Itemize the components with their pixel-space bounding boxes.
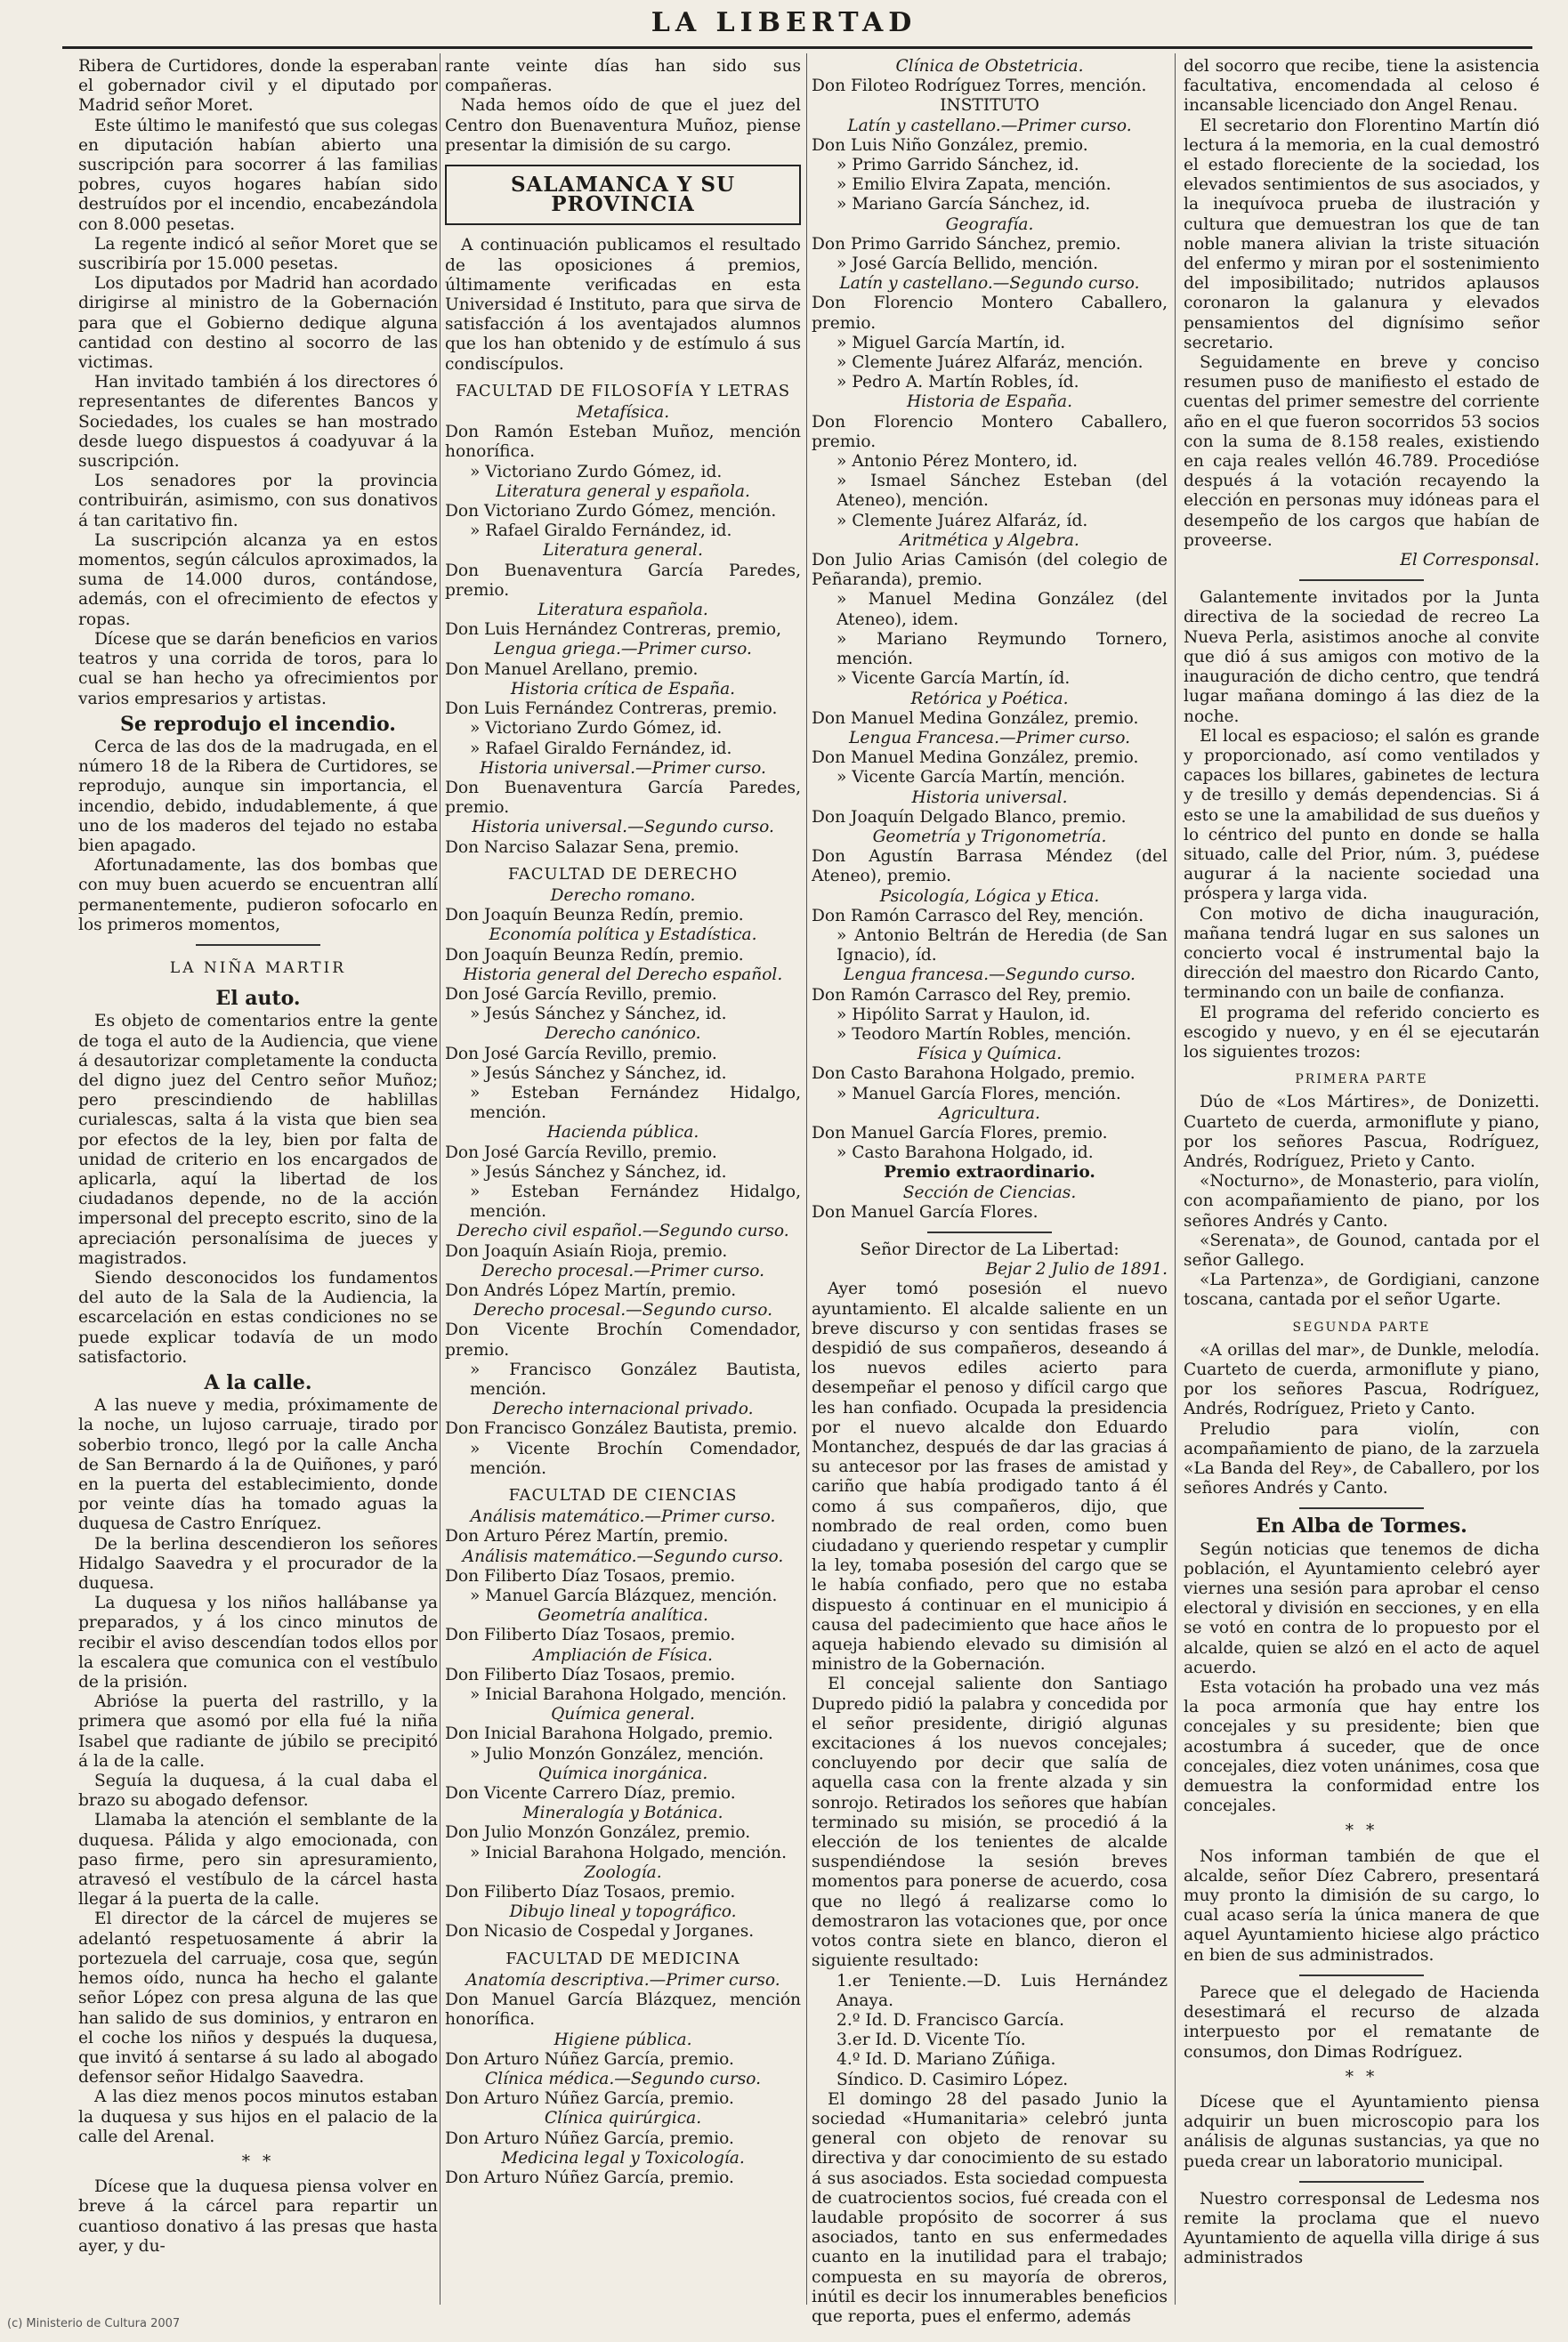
paragraph: Los diputados por Madrid han acordado dirigirse al ministro de la Gobernación para que el Gobierno dedique alguna cantidad con destino al socorro de las victimas. (78, 274, 438, 373)
paragraph: Dícese que la duquesa piensa volver en breve á la cárcel para repartir un cuantioso donativo á las presas que hasta ayer, y du- (78, 2177, 438, 2256)
award-line: Don Florencio Montero Caballero, premio. (812, 412, 1168, 451)
paragraph: del socorro que recibe, tiene la asistencia facultativa, encomendada al celoso é incansable licenciado don Angel Renau. (1184, 57, 1540, 116)
subheading-alba: En Alba de Tormes. (1256, 1514, 1467, 1538)
award-line: Don Victoriano Zurdo Gómez, mención. (445, 502, 777, 521)
paragraph: Seguidamente en breve y conciso resumen puso de manifiesto el estado de cuentas del primer semestre del corriente año en el que fueron socorridos 53 socios con la suma de 8.158 reales, existiendo en caja reales vellón 46.789. Procedióse después á la votación recayendo la elección en personas muy idóneas para el desempeño de los cargos que habían de proveerse. (1184, 353, 1540, 550)
award-line: Don Buenaventura García Paredes, premio. (445, 778, 801, 818)
separator (1184, 1507, 1540, 1509)
award-line: » Clemente Juárez Alfaráz, íd. (837, 511, 1088, 530)
award-line: » Inicial Barahona Holgado, mención. (470, 1843, 788, 1862)
paragraph: A las diez menos pocos minutos estaban la duquesa y sus hijos en el palacio de la calle del Arenal. (78, 2088, 438, 2146)
subject: Análisis matemático.—Segundo curso. (462, 1547, 784, 1566)
election-line: 2.º Id. D. Francisco García. (837, 2010, 1064, 2030)
award-line: » Manuel Medina González (del Ateneo), idem. (837, 590, 1168, 629)
award-line: » Emilio Elvira Zapata, mención. (837, 175, 1111, 195)
award-line: Don Manuel García Blázquez, mención honorífica. (445, 1991, 801, 2030)
award-line: » Rafael Giraldo Fernández, id. (470, 739, 732, 758)
award-line: Don José García Revillo, premio. (445, 984, 717, 1004)
subheading-incendio: Se reprodujo el incendio. (120, 712, 396, 736)
award-line: » Vicente García Martín, íd. (837, 669, 1071, 689)
faculty-heading: FACULTAD DE CIENCIAS (508, 1486, 738, 1506)
award-line: » Manuel García Flores, mención. (837, 1084, 1121, 1103)
award-line: Don Manuel García Flores. (812, 1202, 1039, 1222)
award-line: Don Arturo Núñez García, premio. (445, 2049, 734, 2069)
award-line: Don Manuel Medina González, premio. (812, 748, 1139, 768)
subject: Anatomía descriptiva.—Primer curso. (465, 1970, 780, 1990)
award-line: Don Luis Niño González, premio. (812, 135, 1088, 155)
asterism: * * (241, 2152, 275, 2171)
subject: Clínica de Obstetricia. (895, 57, 1084, 76)
award-line: Don Arturo Núñez García, premio. (445, 2089, 734, 2109)
award-line: Don Inicial Barahona Holgado, premio. (445, 1724, 773, 1744)
paragraph: Dícese que se darán beneficios en varios teatros y una corrida de toros, para lo cual se han hecho ya ofrecimientos por varios empresarios y artistas. (78, 629, 438, 708)
subject: Economía política y Estadística. (489, 925, 757, 945)
subject: Historia universal.—Primer curso. (480, 758, 766, 778)
award-line: » Primo Garrido Sánchez, id. (837, 156, 1079, 175)
paragraph: Siendo desconocidos los fundamentos del auto de la Sala de la Audiencia, la escarcelación en estas condiciones no se puede explicar todavía de un modo satisfactorio. (78, 1268, 438, 1367)
subject: Sección de Ciencias. (902, 1183, 1077, 1202)
asterism: * * (1345, 2067, 1378, 2087)
paragraph: Abrióse la puerta del rastrillo, y la primera que asomó por ella fué la niña Isabel que radiante de júbilo se precipitó á la de la calle. (78, 1692, 438, 1771)
subject: Mineralogía y Botánica. (522, 1804, 723, 1823)
separator (1184, 579, 1540, 581)
paragraph: Ayer tomó posesión el nuevo ayuntamiento. El alcalde saliente en un breve discurso y con sentidas frases se despidió de sus compañeros, deseando á los nuevos ediles acierto para desempeñar el penoso y difícil cargo que les han confiado. Ocupada la presidencia por el nuevo alcalde don Eduardo Montanchez, después de dar las gracias á su antecesor por las frases de amistad y cariño que había prodigado tanto á él como á sus compañeros, dijo, que nombrado de real orden, como buen ciudadano y queriendo respetar y cumplir la ley, tomaba posesión del cargo que se le había confiado, pero que no estaba dispuesto á continuar en el municipio á causa del padecimiento que hace años le aqueja habiendo elevado su dimisión al ministro de la Gobernación. (812, 1280, 1168, 1675)
subject: Geometría analítica. (537, 1606, 708, 1626)
paragraph: La suscripción alcanza ya en estos momentos, según cálculos aproximados, la suma de 14.000 duros, contándose, además, con el ofrecimiento de efectos y ropas. (78, 530, 438, 629)
award-line: » Inicial Barahona Holgado, mención. (470, 1685, 788, 1705)
headline-nina-martir: LA NIÑA MARTIR (169, 958, 347, 977)
award-line: Don Buenaventura García Paredes, premio. (445, 561, 801, 600)
award-line: » Manuel García Blázquez, mención. (470, 1587, 778, 1606)
award-line: Don Ramón Esteban Muñoz, mención honorífica. (445, 423, 801, 462)
award-line: Don Francisco González Bautista, premio. (445, 1419, 798, 1439)
paragraph: La regente indicó al señor Moret que se suscribiría por 15.000 pesetas. (78, 234, 438, 274)
award-line: Don Joaquín Beunza Redín, premio. (445, 906, 744, 925)
award-line: Don Luis Hernández Contreras, premio, (445, 620, 782, 640)
award-line: Don Florencio Montero Caballero, premio. (812, 294, 1168, 333)
subject: Dibujo lineal y topográfico. (509, 1902, 737, 1922)
award-line: Don José García Revillo, premio. (445, 1143, 717, 1162)
paragraph: Este último le manifestó que sus colegas en diputación habían abierto una suscripción para socorrer á las familias pobres, cuyos hogares habían sido destruídos por el incendio, encabezándola con 8.000 pesetas. (78, 116, 438, 234)
paragraph: Esta votación ha probado una vez más la poca armonía que hay entre los concejales y su presidente; bien que acostumbra á suceder, que de once concejales, diez voten unánimes, cosa que demuestra la conformidad entre los concejales. (1184, 1678, 1540, 1816)
award-line: Don Nicasio de Cospedal y Jorganes. (445, 1922, 755, 1942)
subject: Literatura española. (537, 601, 708, 620)
subject: Aritmética y Algebra. (900, 530, 1079, 550)
award-line: Don Filiberto Díaz Tosaos, premio. (445, 1883, 736, 1902)
paragraph: Seguía la duquesa, á la cual daba el brazo su abogado defensor. (78, 1772, 438, 1811)
column-4 (1184, 57, 1540, 2308)
award-line: » Francisco González Bautista, mención. (470, 1360, 801, 1399)
paragraph: Según noticias que tenemos de dicha población, el Ayuntamiento celebró ayer viernes una sesión para aprobar el censo electoral y división en secciones, y en ella se votó en contra de lo propuesto por el alcalde, quien se alzó en el acto de aquel acuerdo. (1184, 1539, 1540, 1677)
paragraph: Los senadores por la provincia contribuirán, asimismo, con sus donativos á tan caritativo fin. (78, 472, 438, 530)
subject: Zoología. (584, 1862, 662, 1882)
subject: Literatura general y española. (496, 481, 750, 501)
subject: Psicología, Lógica y Etica. (879, 886, 1100, 906)
subject: Historia crítica de España. (510, 679, 736, 699)
subject: Derecho civil español.—Segundo curso. (457, 1222, 789, 1241)
subject: Literatura general. (543, 541, 703, 561)
award-line: » Esteban Fernández Hidalgo, mención. (470, 1182, 801, 1222)
award-line: » José García Bellido, mención. (837, 254, 1099, 274)
subject: Ampliación de Física. (533, 1645, 713, 1665)
award-line: » Antonio Beltrán de Heredia (de San Ignacio), íd. (837, 925, 1168, 965)
program-part-heading: PRIMERA PARTE (1295, 1072, 1428, 1087)
subject: Metafísica. (576, 403, 670, 423)
subject: Historia universal.—Segundo curso. (472, 818, 774, 837)
election-line: 1.er Teniente.—D. Luis Hernández Anaya. (837, 1971, 1168, 2010)
subject: Retórica y Poética. (910, 689, 1069, 708)
award-line: Don Andrés López Martín, premio. (445, 1280, 737, 1300)
award-line: Don Vicente Carrero Díaz, premio. (445, 1784, 736, 1804)
paragraph: El secretario don Florentino Martín dió lectura á la memoria, en la cual demostró el estado floreciente de la sociedad, los elevados sentimientos de sus asociados, y la inequívoca prueba de ilustración y cultura que demuestran los que de tan noble manera alivian la triste situación del enfermo y miran por el sostenimiento del imposibilitado; nutridos aplausos coronaron la galanura y elevados pensamientos del dignísimo señor secretario. (1184, 116, 1540, 352)
subject: Derecho canónico. (545, 1024, 701, 1044)
separator (812, 1232, 1168, 1233)
subject: Química general. (551, 1705, 695, 1724)
subject: Clínica quirúrgica. (544, 2109, 702, 2128)
award-line: Don Arturo Núñez García, premio. (445, 2128, 734, 2148)
program-item: Preludio para violín, con acompañamiento de piano, de la zarzuela «La Banda del Rey», de Caballero, por los señores Andrés y Canto. (1184, 1419, 1540, 1498)
subject: Química inorgánica. (537, 1764, 708, 1783)
award-line: Don Primo Garrido Sánchez, premio. (812, 234, 1121, 254)
election-line: 3.er Id. D. Vicente Tío. (837, 2031, 1026, 2050)
subject: Análisis matemático.—Primer curso. (470, 1507, 776, 1527)
subject: Geografía. (945, 214, 1034, 234)
paragraph: La duquesa y los niños hallábanse ya preparados, y á los cinco minutos de recibir el aviso descendían todos ellos por la escalera que comunica con el vestíbulo de la prisión. (78, 1594, 438, 1692)
subject: Derecho internacional privado. (492, 1400, 754, 1419)
paragraph: A las nueve y media, próximamente de la noche, un lujoso carruaje, tirado por soberbio tronco, llegó por la calle Ancha de San Bernardo á la de Quiñones, y paró en la puerta del establecimiento, donde por veinte días ha tomado aguas la duquesa de Castro Enríquez. (78, 1396, 438, 1534)
award-line: Don Manuel Arellano, premio. (445, 659, 699, 679)
separator (1184, 2181, 1540, 2183)
paragraph: Parece que el delegado de Hacienda desestimará el recurso de alzada interpuesto por el rematante de consumos, don Dimas Rodríguez. (1184, 1983, 1540, 2062)
subject: Física y Química. (917, 1045, 1063, 1064)
subject: Lengua Francesa.—Primer curso. (849, 728, 1130, 747)
paragraph: De la berlina descendieron los señores Hidalgo Saavedra y el procurador de la duquesa. (78, 1534, 438, 1594)
column-rule (1175, 53, 1176, 2305)
paragraph: Llamaba la atención el semblante de la duquesa. Pálida y algo emocionada, con paso firme, pero sin apresuramiento, atravesó el vestíbulo de la cárcel hasta llegar á la puerta de la calle. (78, 1811, 438, 1910)
election-line: Síndico. D. Casimiro López. (837, 2070, 1069, 2089)
election-line: 4.º Id. D. Mariano Zúñiga. (837, 2050, 1056, 2070)
paragraph: Galantemente invitados por la Junta directiva de la sociedad de recreo La Nueva Perla, asistimos anoche al convite que dió á sus amigos con motivo de la inauguración de dicho centro, que tendrá lugar mañana domingo á las diez de la noche. (1184, 588, 1540, 726)
award-line: » Vicente García Martín, mención. (837, 768, 1126, 787)
award-line: Don Filiberto Díaz Tosaos, premio. (445, 1566, 736, 1586)
paragraph: El director de la cárcel de mujeres se adelantó respetuosamente á abrir la portezuela del carruaje, cosa que, según hemos oído, nunca ha hecho el galante señor López con presa alguna de las que han salido de sus dominios, y entraron en el coche los niños y después la duquesa, que invitó á sentarse á su lado al abogado defensor señor Hidalgo Saavedra. (78, 1910, 438, 2088)
top-rule (62, 46, 1532, 49)
paragraph: Afortunadamente, las dos bombas que con muy buen acuerdo se encuentran allí permanentemente, pudieron sofocarlo en los primeros momentos, (78, 856, 438, 934)
award-line: Don Filoteo Rodríguez Torres, mención. (812, 77, 1147, 96)
award-line: » Victoriano Zurdo Gómez, id. (470, 462, 723, 481)
paragraph: Han invitado también á los directores ó representantes de diferentes Bancos y Sociedades, los cuales se han mostrado desde luego dispuestos á coadyuvar á la suscripción. (78, 373, 438, 472)
paragraph: Nos informan también de que el alcalde, señor Díez Cabrero, presentará muy pronto la dimisión de su cargo, lo cual acaso sería la única manera de que aquel Ayuntamiento hiciese algo práctico en bien de sus administrados. (1184, 1846, 1540, 1965)
masthead: LA LIBERTAD (651, 7, 917, 38)
separator (78, 944, 438, 946)
award-line: Don José García Revillo, premio. (445, 1044, 717, 1063)
paragraph: El local es espacioso; el salón es grande y proporcionado, así como ventilados y capaces los billares, gabinetes de lectura y de tresillo y demás dependencias. Si á esto se une la amabilidad de sus dueños y lo céntrico del punto en donde se halla situado, calle del Prior, núm. 3, puédese augurar á la naciente sociedad una próspera y larga vida. (1184, 726, 1540, 904)
subject: Clínica médica.—Segundo curso. (484, 2069, 762, 2088)
award-line: » Mariano García Sánchez, id. (837, 195, 1091, 214)
paragraph: El concejal saliente don Santiago Dupredo pidió la palabra y concedida por el señor presidente, dirigió algunas excitaciones á los nuevos concejales; concluyendo por decir que salía de aquella casa con la frente alzada y sin sonrojo. Retirados los señores que habían terminado su misión, se procedió á la elección de los tenientes de alcalde suspendiéndose la sesión breves momentos para ponerse de acuerdo, cosa que no llegó á realizarse como lo demostraron las votaciones que, por once votos contra siete en blanco, dieron el siguiente resultado: (812, 1675, 1168, 1971)
award-line: » Pedro A. Martín Robles, íd. (837, 373, 1079, 392)
award-line: » Jesús Sánchez y Sánchez, id. (470, 1005, 727, 1024)
program-item: «La Partenza», de Gordigiani, canzone toscana, cantada por el señor Ugarte. (1184, 1271, 1540, 1310)
award-line: » Hipólito Sarrat y Haulon, id. (837, 1005, 1091, 1024)
paragraph: rante veinte días han sido sus compañeras. (445, 57, 801, 96)
paragraph: Ribera de Curtidores, donde la esperaban el gobernador civil y el diputado por Madrid señor Moret. (78, 57, 438, 116)
program-item: «A orillas del mar», de Dunkle, melodía. Cuarteto de cuerda, armoniflute y piano, por los señores Pascua, Rodríguez, Andrés, Rodríguez, Prieto y Canto. (1184, 1340, 1540, 1419)
award-line: Don Filiberto Díaz Tosaos, premio. (445, 1626, 736, 1645)
award-line: Don Julio Monzón González, premio. (445, 1823, 751, 1843)
award-line: Don Agustín Barrasa Méndez (del Ateneo), premio. (812, 847, 1168, 886)
award-line: » Antonio Pérez Montero, id. (837, 452, 1079, 472)
column-1 (78, 57, 438, 2308)
letter-salutation: Señor Director de La Libertad: (860, 1240, 1119, 1259)
award-line: Don Joaquín Beunza Redín, premio. (445, 945, 744, 965)
award-line: Don Luis Fernández Contreras, premio. (445, 699, 778, 719)
paragraph: El programa del referido concierto es escogido y nuevo, y en él se ejecutarán los siguientes trozos: (1184, 1003, 1540, 1062)
award-line: Don Arturo Núñez García, premio. (445, 2168, 734, 2187)
award-line: Don Casto Barahona Holgado, premio. (812, 1064, 1136, 1084)
subject: Latín y castellano.—Primer curso. (847, 116, 1132, 135)
subject: Lengua francesa.—Segundo curso. (844, 965, 1136, 985)
subject: Lengua griega.—Primer curso. (494, 640, 752, 659)
award-line: Don Manuel García Flores, premio. (812, 1123, 1108, 1143)
award-line: Don Arturo Pérez Martín, premio. (445, 1527, 729, 1547)
award-line: Don Ramón Carrasco del Rey, mención. (812, 906, 1144, 925)
column-3 (812, 57, 1168, 2326)
subject: Premio extraordinario. (884, 1163, 1095, 1183)
award-line: » Esteban Fernández Hidalgo, mención. (470, 1083, 801, 1123)
subject: Agricultura. (939, 1103, 1040, 1123)
award-line: Don Joaquín Asiaín Rioja, premio. (445, 1241, 728, 1261)
faculty-heading: FACULTAD DE MEDICINA (505, 1949, 740, 1968)
subject: Historia de España. (906, 392, 1073, 412)
program-part-heading: SEGUNDA PARTE (1292, 1320, 1431, 1335)
award-line: » Vicente Brochín Comendador, mención. (470, 1439, 801, 1478)
column-2 (445, 57, 801, 2308)
subheading-auto: El auto. (215, 987, 301, 1011)
award-line: Don Ramón Carrasco del Rey, premio. (812, 985, 1132, 1005)
subject: Higiene pública. (554, 2030, 692, 2049)
paragraph: A continuación publicamos el resultado de las oposiciones á premios, últimamente verificadas en esta Universidad é Instituto, para que sirva de satisfacción á los aventajados alumnos que los han obtenido y de estímulo á sus condiscípulos. (445, 236, 801, 374)
award-line: » Jesús Sánchez y Sánchez, id. (470, 1162, 727, 1182)
award-line: Don Julio Arias Camisón (del colegio de Peñaranda), premio. (812, 551, 1168, 590)
subject: Derecho procesal.—Segundo curso. (473, 1301, 772, 1320)
column-rule (806, 53, 807, 2305)
copyright-footer: (c) Ministerio de Cultura 2007 (7, 2317, 181, 2330)
award-line: » Casto Barahona Holgado, id. (837, 1143, 1094, 1163)
subject: Medicina legal y Toxicología. (501, 2148, 745, 2168)
instituto-heading: INSTITUTO (940, 96, 1039, 116)
award-line: » Ismael Sánchez Esteban (del Ateneo), mención. (837, 472, 1168, 511)
subject: Historia universal. (911, 787, 1068, 807)
faculty-heading: FACULTAD DE DERECHO (507, 864, 739, 884)
paragraph: Dícese que el Ayuntamiento piensa adquirir un buen microscopio para los análisis de algunas sustancias, ya que no pueda crear un laboratorio municipal. (1184, 2092, 1540, 2171)
faculty-heading: FACULTAD DE FILOSOFÍA Y LETRAS (455, 381, 791, 400)
award-line: » Victoriano Zurdo Gómez, id. (470, 719, 723, 739)
subject: Derecho romano. (550, 885, 696, 905)
subject: Derecho procesal.—Primer curso. (481, 1261, 765, 1280)
award-line: » Teodoro Martín Robles, mención. (837, 1024, 1132, 1044)
paragraph: El domingo 28 del pasado Junio la sociedad «Humanitaria» celebró junta general con objeto de renovar su directiva y dar conocimiento de su estado á sus asociados. Esta sociedad compuesta de cuatrocientos socios, fué creada con el laudable propósito de socorrer á sus asociados, tanto en sus enfermedades cuanto en la inutilidad para el trabajo; compuesta en su mayoría de obreros, inútil es decir los innumerables beneficios que reporta, pues el enfermo, además (812, 2089, 1168, 2326)
dateline: Bejar 2 Julio de 1891. (985, 1260, 1168, 1280)
separator (1184, 1975, 1540, 1976)
award-line: » Rafael Giraldo Fernández, id. (470, 521, 732, 541)
subject: Latín y castellano.—Segundo curso. (839, 274, 1140, 294)
award-line: Don Manuel Medina González, premio. (812, 708, 1139, 728)
signature: El Corresponsal. (1400, 551, 1540, 570)
subject: Historia general del Derecho español. (463, 965, 783, 984)
asterism: * * (1345, 1821, 1378, 1841)
paragraph: Es objeto de comentarios entre la gente de toga el auto de la Audiencia, que viene á desautorizar completamente la conducta del digno juez del Centro señor Muñoz; pero prescindiendo de hablillas curialescas, salta á la vista que bien sea por efectos de la ley, bien por falta de unidad de criterio en los encargados de aplicarla, aquí la libertad de los ciudadanos depende, no de la acción impersonal del precepto escrito, sino de la apreciación personalísima de jueces y magistrados. (78, 1012, 438, 1268)
award-line: Don Joaquín Delgado Blanco, premio. (812, 807, 1127, 827)
award-line: Don Filiberto Díaz Tosaos, premio. (445, 1665, 736, 1684)
award-line: » Miguel García Martín, id. (837, 333, 1066, 352)
paragraph: Cerca de las dos de la madrugada, en el número 18 de la Ribera de Curtidores, se reprodujo, aunque sin importancia, el incendio, debido, indudablemente, á que uno de los maderos del tejado no estaba bien apagado. (78, 737, 438, 855)
subject: Hacienda pública. (546, 1123, 699, 1143)
award-line: » Mariano Reymundo Tornero, mención. (837, 629, 1168, 669)
award-line: » Clemente Juárez Alfaráz, mención. (837, 353, 1144, 373)
program-item: «Nocturno», de Monasterio, para violín, con acompañamiento de piano, por los señores Andrés y Canto. (1184, 1172, 1540, 1231)
subject: Geometría y Trigonometría. (872, 827, 1107, 846)
subheading-calle: A la calle. (204, 1371, 312, 1394)
paragraph: Con motivo de dicha inauguración, mañana tendrá lugar en sus salones un concierto vocal é instrumental bajo la dirección del maestro don Ricardo Canto, terminando con un baile de confianza. (1184, 904, 1540, 1003)
program-item: «Serenata», de Gounod, cantada por el señor Gallego. (1184, 1231, 1540, 1270)
award-line: » Jesús Sánchez y Sánchez, id. (470, 1063, 727, 1083)
program-item: Dúo de «Los Mártires», de Donizetti. Cuarteto de cuerda, armoniflute y piano, por los señores Pascua, Rodríguez, Andrés, Rodríguez, Prieto y Canto. (1184, 1093, 1540, 1171)
award-line: Don Vicente Brochín Comendador, premio. (445, 1320, 801, 1360)
paragraph: Nuestro corresponsal de Ledesma nos remite la proclama que el nuevo Ayuntamiento de aquella villa dirige á sus administrados (1184, 2189, 1540, 2268)
section-headline-salamanca: SALAMANCA Y SU PROVINCIA (445, 165, 801, 225)
award-line: Don Narciso Salazar Sena, premio. (445, 837, 740, 857)
award-line: » Julio Monzón González, mención. (470, 1744, 764, 1764)
paragraph: Nada hemos oído de que el juez del Centro don Buenaventura Muñoz, piense presentar la dimisión de su cargo. (445, 96, 801, 155)
